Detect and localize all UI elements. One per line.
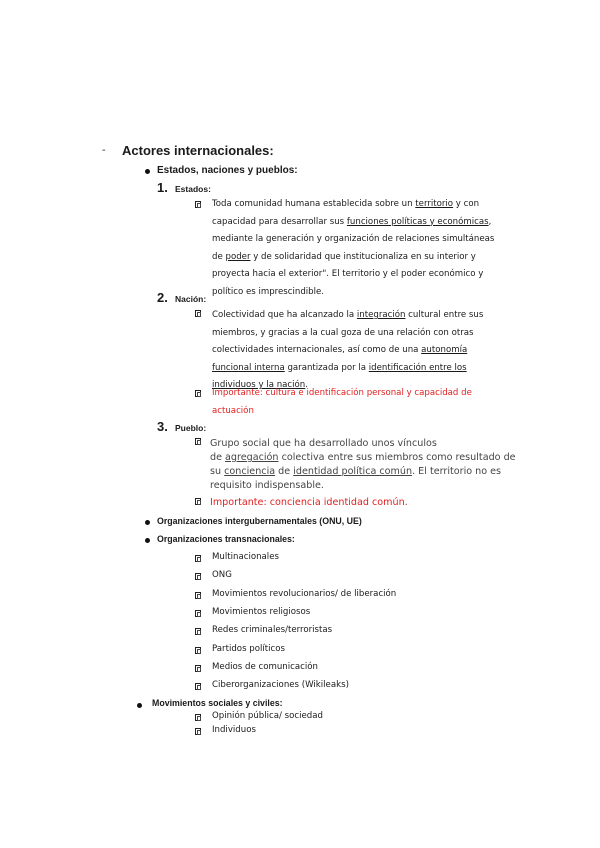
checkbox-icon <box>195 728 201 735</box>
text-line <box>210 451 516 465</box>
section-body <box>210 437 516 493</box>
checkbox-icon <box>195 592 201 599</box>
list-item: ONG <box>212 570 232 581</box>
text-segment: agregación <box>225 452 279 463</box>
text-line <box>212 284 494 302</box>
text-line <box>212 196 494 214</box>
list-item: Movimientos revolucionarios/ de liberación <box>212 588 397 599</box>
text-segment: colectiva entre sus miembros como resultado de <box>278 452 516 463</box>
bullet-dot <box>145 538 150 543</box>
checkbox-icon <box>195 714 201 721</box>
text-segment: Colectividad que ha alcanzado la <box>212 310 357 320</box>
text-segment: capacidad para desarrollar sus <box>212 216 347 227</box>
dash-bullet: - <box>102 145 106 156</box>
checkbox-icon <box>195 438 201 445</box>
checkbox-icon <box>195 683 201 690</box>
important-line: actuación <box>212 405 254 416</box>
text-line <box>210 479 516 493</box>
checkbox-icon <box>195 555 201 562</box>
text-segment: integración <box>356 310 406 320</box>
text-line <box>210 437 516 451</box>
text-segment: . El territorio no es <box>412 466 502 477</box>
text-segment: político es imprescindible. <box>212 286 325 297</box>
checkbox-icon <box>195 628 201 635</box>
section-number: 1. <box>157 180 168 195</box>
text-segment: de <box>275 466 294 477</box>
checkbox-icon <box>195 665 201 672</box>
list-item: Opinión pública/ sociedad <box>212 711 323 721</box>
text-line <box>210 465 516 479</box>
text-line <box>212 266 494 284</box>
list-item: Partidos políticos <box>212 643 285 654</box>
text-segment: individuos y la nación <box>212 380 306 390</box>
section-label: Estados: <box>175 184 211 194</box>
text-segment: funcional interna <box>212 362 285 373</box>
list-item: Multinacionales <box>212 552 279 562</box>
text-segment: colectividades internacionales, así como de una <box>212 345 422 355</box>
important-note <box>210 496 408 510</box>
text-segment: funciones políticas y económicas <box>346 216 489 227</box>
text-segment: poder <box>225 251 251 262</box>
text-segment: su <box>210 466 225 477</box>
list-item: Movimientos religiosos <box>212 606 311 617</box>
text-segment: . <box>305 380 308 390</box>
section-body <box>212 307 483 395</box>
text-line <box>212 342 483 360</box>
text-segment: , <box>488 216 492 227</box>
text-line <box>212 360 483 378</box>
list-item: Individuos <box>212 725 256 735</box>
bullet-igo: Organizaciones intergubernamentales (ONU, UE) <box>157 516 362 526</box>
important-line: Importante: cultura e identificación personal y capacidad de <box>212 388 472 398</box>
text-segment: Toda comunidad humana establecida sobre un <box>212 199 416 209</box>
checkbox-icon <box>195 498 201 505</box>
section-label: Nación: <box>175 294 207 304</box>
text-line <box>212 307 483 325</box>
text-segment: territorio <box>415 199 454 209</box>
bullet-social: Movimientos sociales y civiles: <box>152 698 283 708</box>
list-item: Ciberorganizaciones (Wikileaks) <box>212 680 349 691</box>
text-segment: identificación entre los <box>368 362 467 373</box>
checkbox-icon <box>195 310 201 317</box>
checkbox-icon <box>195 390 201 397</box>
bullet-trans: Organizaciones transnacionales: <box>157 534 295 544</box>
text-segment: conciencia <box>224 466 276 477</box>
list-item: Redes criminales/terroristas <box>212 625 333 636</box>
text-segment: y de solidaridad que institucionaliza en su interior y <box>250 251 476 262</box>
text-segment: miembros, y gracias a la cual goza de una relación con otras <box>212 327 474 338</box>
text-segment: de <box>212 251 226 262</box>
text-line <box>212 249 494 267</box>
text-segment: proyecta hacia el exterior". El territorio y el poder económico y <box>212 269 484 279</box>
important-note <box>212 385 472 420</box>
text-segment: mediante la generación y organización de relaciones simultáneas <box>212 234 495 244</box>
text-line <box>212 214 494 232</box>
text-line <box>212 325 483 343</box>
checkbox-icon <box>195 573 201 580</box>
important-line: Importante: conciencia identidad común. <box>210 497 408 508</box>
bullet-dot <box>145 520 150 525</box>
list-item: Medios de comunicación <box>212 661 318 672</box>
text-segment: de <box>210 452 226 463</box>
checkbox-icon <box>195 610 201 617</box>
section-body <box>212 196 494 301</box>
bullet-dot <box>137 703 142 708</box>
text-segment: y con <box>453 199 480 209</box>
checkbox-icon <box>195 647 201 654</box>
text-segment: identidad política común <box>293 466 413 477</box>
section-number: 3. <box>157 419 168 434</box>
section-number: 2. <box>157 290 168 305</box>
text-segment: Grupo social que ha desarrollado unos vínculos <box>210 438 437 449</box>
text-line <box>212 231 494 249</box>
text-segment: requisito indispensable. <box>210 480 324 491</box>
bullet-states: Estados, naciones y pueblos: <box>157 165 298 176</box>
text-segment: autonomía <box>421 345 468 355</box>
bullet-dot <box>145 169 150 174</box>
checkbox-icon <box>195 201 201 208</box>
text-segment: garantizada por la <box>284 362 369 373</box>
section-label: Pueblo: <box>175 423 207 433</box>
text-segment: cultural entre sus <box>405 310 484 320</box>
page-title: Actores internacionales: <box>122 143 274 158</box>
